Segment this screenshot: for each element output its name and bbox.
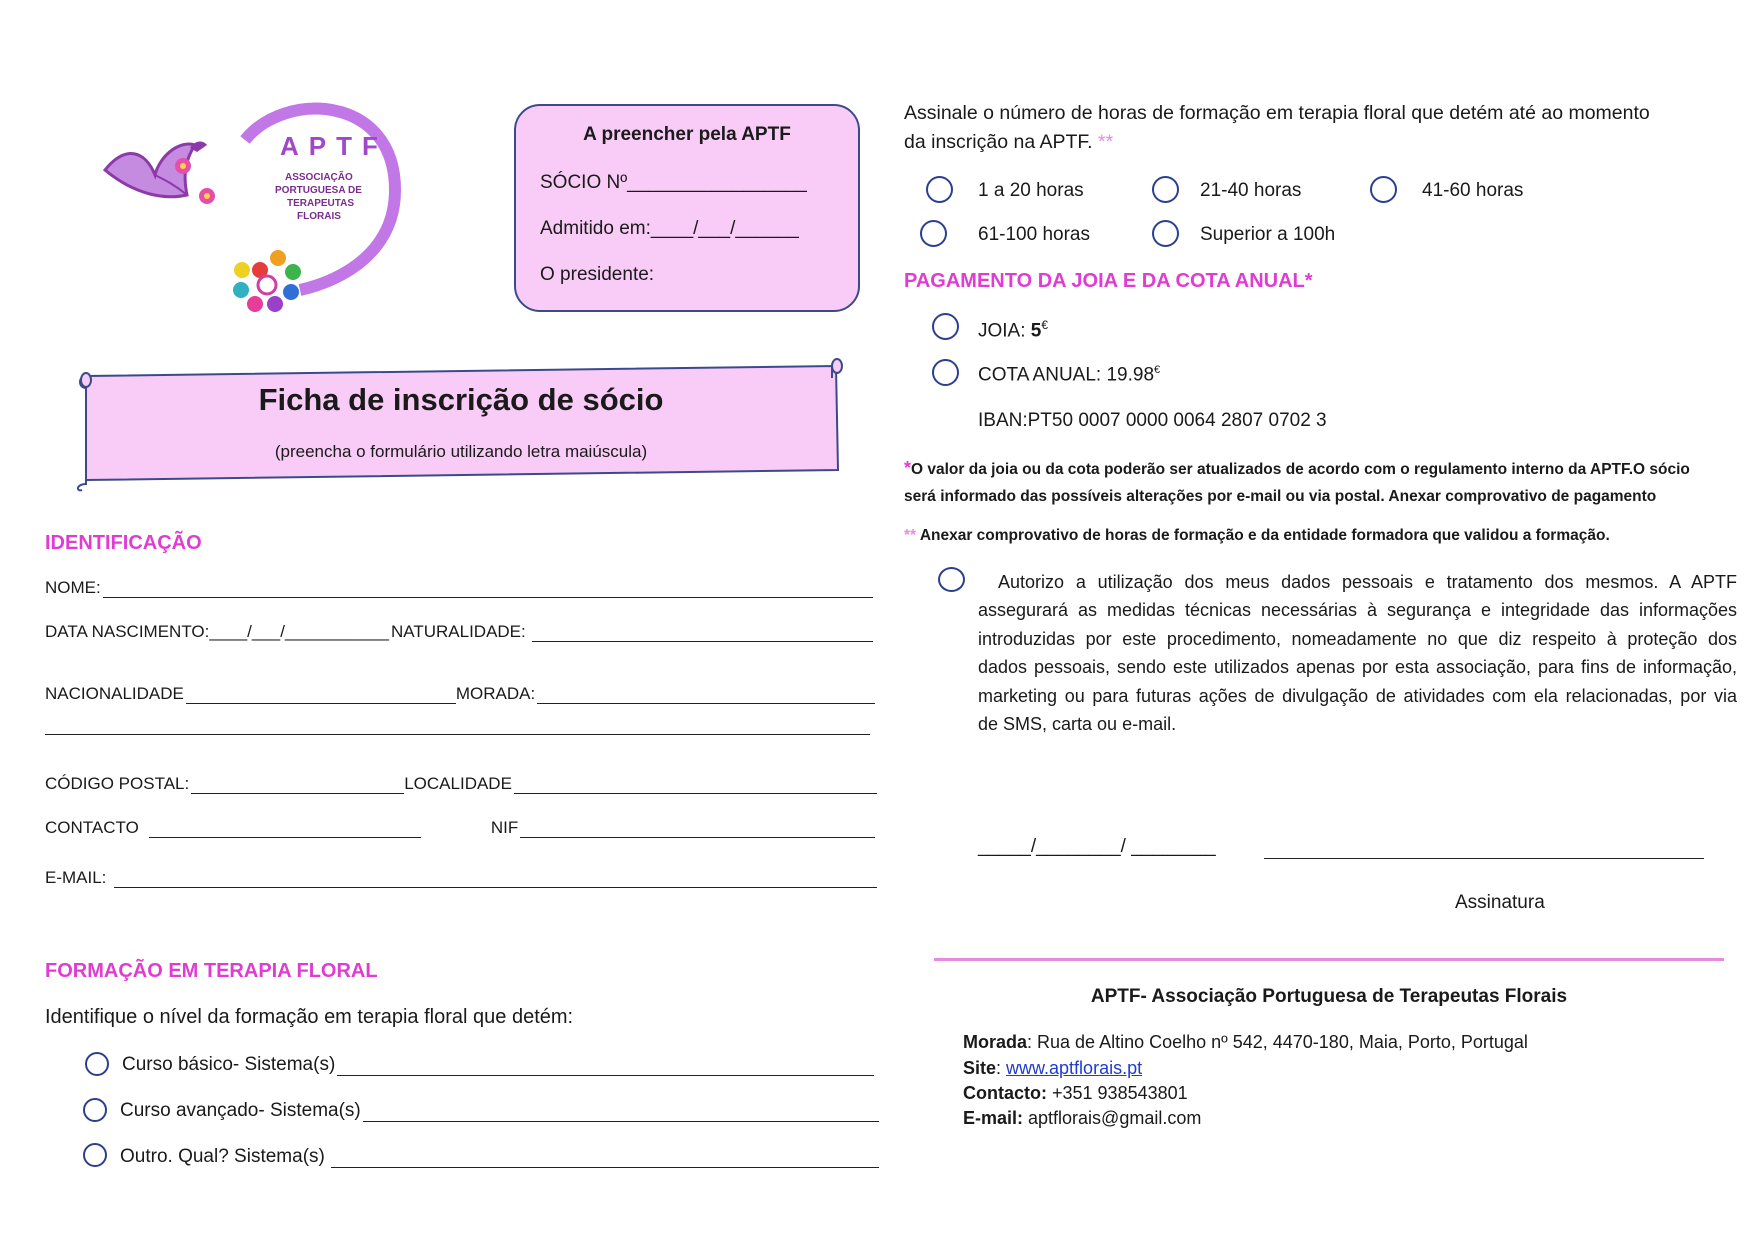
dove-icon [105,142,207,197]
email-label: E-MAIL: [45,868,107,887]
euro-sign: € [1041,318,1049,332]
hours-41-60-label: 41-60 horas [1422,180,1524,201]
joia-line [978,318,1048,342]
address-continuation-line[interactable] [45,734,870,735]
other-course-radio[interactable] [83,1143,107,1167]
admitted-date-field[interactable]: Admitido em:____/___/______ [540,218,799,239]
star-marker: * [904,458,912,478]
hours-61-100-radio[interactable] [920,220,947,247]
hours-21-40-label: 21-40 horas [1200,180,1302,201]
form-subtitle: (preencha o formulário utilizando letra maiúscula) [274,442,648,461]
birth-nationality-row[interactable] [45,622,873,642]
locality-label: LOCALIDADE [404,774,512,793]
other-course-field[interactable] [120,1146,879,1168]
nationality-address-row[interactable] [45,684,875,704]
form-title: Ficha de inscrição de sócio [258,382,664,417]
annual-fee-label: COTA ANUAL: 19.98 [978,364,1155,386]
signature-line[interactable] [1264,858,1704,859]
consent-radio[interactable] [938,567,965,592]
title-banner [76,358,846,492]
signature-date-field[interactable]: _____/________/ ________ [978,836,1216,857]
admin-box-title: A preencher pela APTF [583,124,791,145]
people-circle-icon [233,250,301,312]
consent-text: Autorizo a utilização dos meus dados pessoais e tratamento dos mesmos. A APTF assegurará as medidas técnicas necessárias à segurança e integridade das informações introduzidas por este procedimento, nomeadamente no que diz respeito à proteção dos dados pessoais, sendo este utilizados apenas por esta associação, para fins de informação, marketing ou para futuras ações de divulgação de atividades com ela relacionadas, por via de SMS, carta ou e-mail. [978,572,1737,735]
nif-label: NIF [490,818,519,837]
contact-label: CONTACTO [45,818,139,837]
contact-nif-row[interactable] [45,818,875,838]
hours-over-100-label: Superior a 100h [1200,224,1336,245]
advanced-course-field[interactable] [120,1100,879,1122]
double-star-marker-2: ** [904,527,917,544]
hours-21-40-radio[interactable] [1152,176,1179,203]
logo-line-4: FLORAIS [297,211,341,222]
training-intro: Identifique o nível da formação em terapia floral que detém: [45,1006,574,1028]
joia-radio[interactable] [932,313,959,340]
nationality-label: NACIONALIDADE [45,684,184,703]
footer-contact: Contacto: +351 938543801 [963,1083,1188,1103]
hours-over-100-radio[interactable] [1152,220,1179,247]
joia-label: JOIA: [978,320,1026,342]
basic-course-field[interactable] [122,1054,874,1076]
aptf-logo [95,100,435,330]
hours-1-20-radio[interactable] [926,176,953,203]
payment-note: *O valor da joia ou da cota poderão ser atualizados de acordo com o regulamento interno da APTF.O sócio será informado das possíveis alterações por e-mail ou via postal. Anexar comprovativo de pagamento [904,458,1690,505]
footer-address: Morada: Rua de Altino Coelho nº 542, 4470-180, Maia, Porto, Portugal [963,1032,1528,1052]
identification-heading: IDENTIFICAÇÃO [45,532,202,554]
iban: IBAN:PT50 0007 0000 0064 2807 0702 3 [978,410,1327,431]
other-course-label: Outro. Qual? Sistema(s) [120,1146,325,1167]
president-field[interactable]: O presidente: [540,264,655,285]
training-heading: FORMAÇÃO EM TERAPIA FLORAL [45,960,378,982]
advanced-course-label: Curso avançado- Sistema(s) [120,1100,361,1121]
payment-heading: PAGAMENTO DA JOIA E DA COTA ANUAL* [904,270,1313,292]
name-field[interactable] [45,578,873,598]
aptf-admin-box [514,104,860,312]
footer-org-name: APTF- Associação Portuguesa de Terapeutas Florais [1090,986,1568,1007]
logo-line-2: PORTUGUESA DE [275,185,362,196]
signature-label: Assinatura [1455,892,1545,913]
footer-email: E-mail: aptflorais@gmail.com [963,1108,1202,1128]
basic-course-label: Curso básico- Sistema(s) [122,1054,336,1075]
annual-fee-radio[interactable] [932,359,959,386]
address-label: MORADA: [455,684,536,703]
socio-number-field[interactable]: SÓCIO Nº_________________ [540,172,807,193]
joia-value: 5 [1030,320,1042,342]
site-link[interactable]: www.aptflorais.pt [1006,1058,1143,1078]
postal-code-label: CÓDIGO POSTAL: [45,774,190,793]
hours-intro-line-2: da inscrição na APTF. ** [904,131,1114,153]
name-label: NOME: [45,578,101,597]
annual-fee-line [978,364,1160,386]
footer-site: Site: www.aptflorais.pt [963,1058,1143,1078]
hours-intro-line-1: Assinale o número de horas de formação em terapia floral que detém até ao momento [904,102,1650,124]
naturality-label: NATURALIDADE: [390,622,526,641]
hours-1-20-label: 1 a 20 horas [978,180,1084,201]
postal-locality-row[interactable] [45,774,877,794]
logo-line-1: ASSOCIAÇÃO [285,172,353,183]
logo-line-3: TERAPEUTAS [287,198,355,209]
hours-41-60-radio[interactable] [1370,176,1397,203]
birth-date-label: DATA NASCIMENTO:____/___/___________ [45,622,389,641]
hours-note: ** Anexar comprovativo de horas de formação e da entidade formadora que validou a formação. [904,527,1610,544]
double-star-marker: ** [1098,131,1114,153]
footer-divider [934,958,1724,961]
advanced-course-radio[interactable] [83,1098,107,1122]
email-field[interactable] [45,868,877,888]
basic-course-radio[interactable] [85,1052,109,1076]
logo-acronym: APTF [280,131,388,161]
euro-sign-2: € [1154,364,1161,376]
hours-61-100-label: 61-100 horas [978,224,1090,245]
